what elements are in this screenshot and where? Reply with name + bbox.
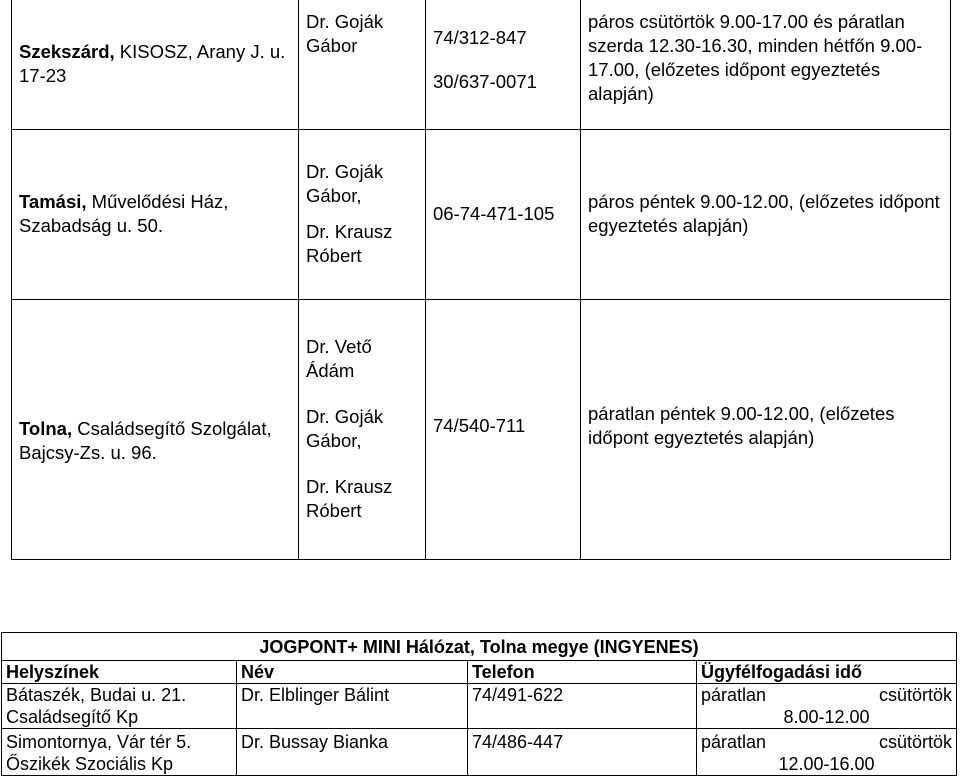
phone-cell [426,129,581,299]
table-row [12,129,951,299]
lawyer-name-line: Gábor, [306,185,362,206]
table-title-row [2,633,957,661]
location-cell [12,0,299,129]
phone-number: 30/637-0071 [433,71,537,92]
column-header: Ügyfélfogadási idő [697,661,957,684]
hours-cell [697,684,957,729]
lawyer-name-line: Dr. Goják [306,406,384,427]
hours-day-parity: páratlan [701,685,767,705]
phone-cell [426,299,581,559]
phone-cell: 74/486-447 [468,729,697,776]
name-cell [299,299,426,559]
phone-cell: 74/491-622 [468,684,697,729]
column-header: Helyszínek [2,661,237,684]
office-hours: páros péntek 9.00-12.00, (előzetes időpont egyeztetés alapján) [588,191,940,236]
name-cell [299,0,426,129]
location-line: Simontornya, Vár tér 5. [6,732,192,752]
lawyer-name-line: Dr. Goják [306,11,384,32]
name-cell: Dr. Elblinger Bálint [237,684,468,729]
table-row [2,729,957,776]
hours-time: 12.00-16.00 [778,754,875,774]
location-line: Családsegítő Kp [6,707,139,727]
location-cell [2,729,237,776]
table-row [12,299,951,559]
hours-cell [581,0,951,129]
location-line: Őszikék Szociális Kp [6,754,174,774]
phone-number: 06-74-471-105 [433,203,555,224]
mini-network-table [1,632,957,776]
hours-weekday: csütörtök [878,732,952,752]
location-cell [2,684,237,729]
hours-cell [697,729,957,776]
office-hours: páros csütörtök 9.00-17.00 és páratlan szerda 12.30-16.30, minden hétfőn 9.00-17.00, (előzetes időpont egyeztetés alapján) [588,11,923,104]
location-address: Művelődési Ház, Szabadság u. 50. [19,191,229,236]
column-header: Telefon [468,661,697,684]
location-line: Bátaszék, Budai u. 21. [6,685,187,705]
lawyer-name-line: Gábor, [306,430,362,451]
lawyer-name-line: Gábor [306,35,358,56]
phone-number: 74/312-847 [433,27,527,48]
hours-weekday: csütörtök [878,685,952,705]
city-name: Tamási, [19,191,87,212]
table-header-row [2,661,957,684]
column-header: Név [237,661,468,684]
location-address: Családsegítő Szolgálat, Bajcsy-Zs. u. 96. [19,418,272,463]
phone-cell [426,0,581,129]
office-hours: páratlan péntek 9.00-12.00, (előzetes időpont egyeztetés alapján) [588,403,895,448]
city-name: Tolna, [19,418,73,439]
location-cell [12,299,299,559]
consultation-schedule-table [11,0,951,560]
name-cell [299,129,426,299]
hours-cell [581,129,951,299]
lawyer-name-line: Dr. Krausz [306,221,393,242]
phone-number: 74/540-711 [433,415,526,436]
lawyer-name-line: Róbert [306,245,362,266]
name-cell: Dr. Bussay Bianka [237,729,468,776]
hours-time: 8.00-12.00 [783,707,870,727]
table-title: JOGPONT+ MINI Hálózat, Tolna megye (INGYENES) [2,633,957,661]
city-name: Szekszárd, [19,41,115,63]
hours-day-parity: páratlan [701,732,767,752]
lawyer-name-line: Dr. Vető [306,336,372,357]
location-address: KISOSZ, Arany J. u. 17-23 [19,41,286,87]
lawyer-name-line: Ádám [306,360,355,381]
table-row [12,0,951,129]
lawyer-name-line: Dr. Krausz [306,476,393,497]
hours-cell [581,299,951,559]
lawyer-name-line: Róbert [306,500,362,521]
table-row [2,684,957,729]
lawyer-name-line: Dr. Goják [306,161,384,182]
location-cell [12,129,299,299]
